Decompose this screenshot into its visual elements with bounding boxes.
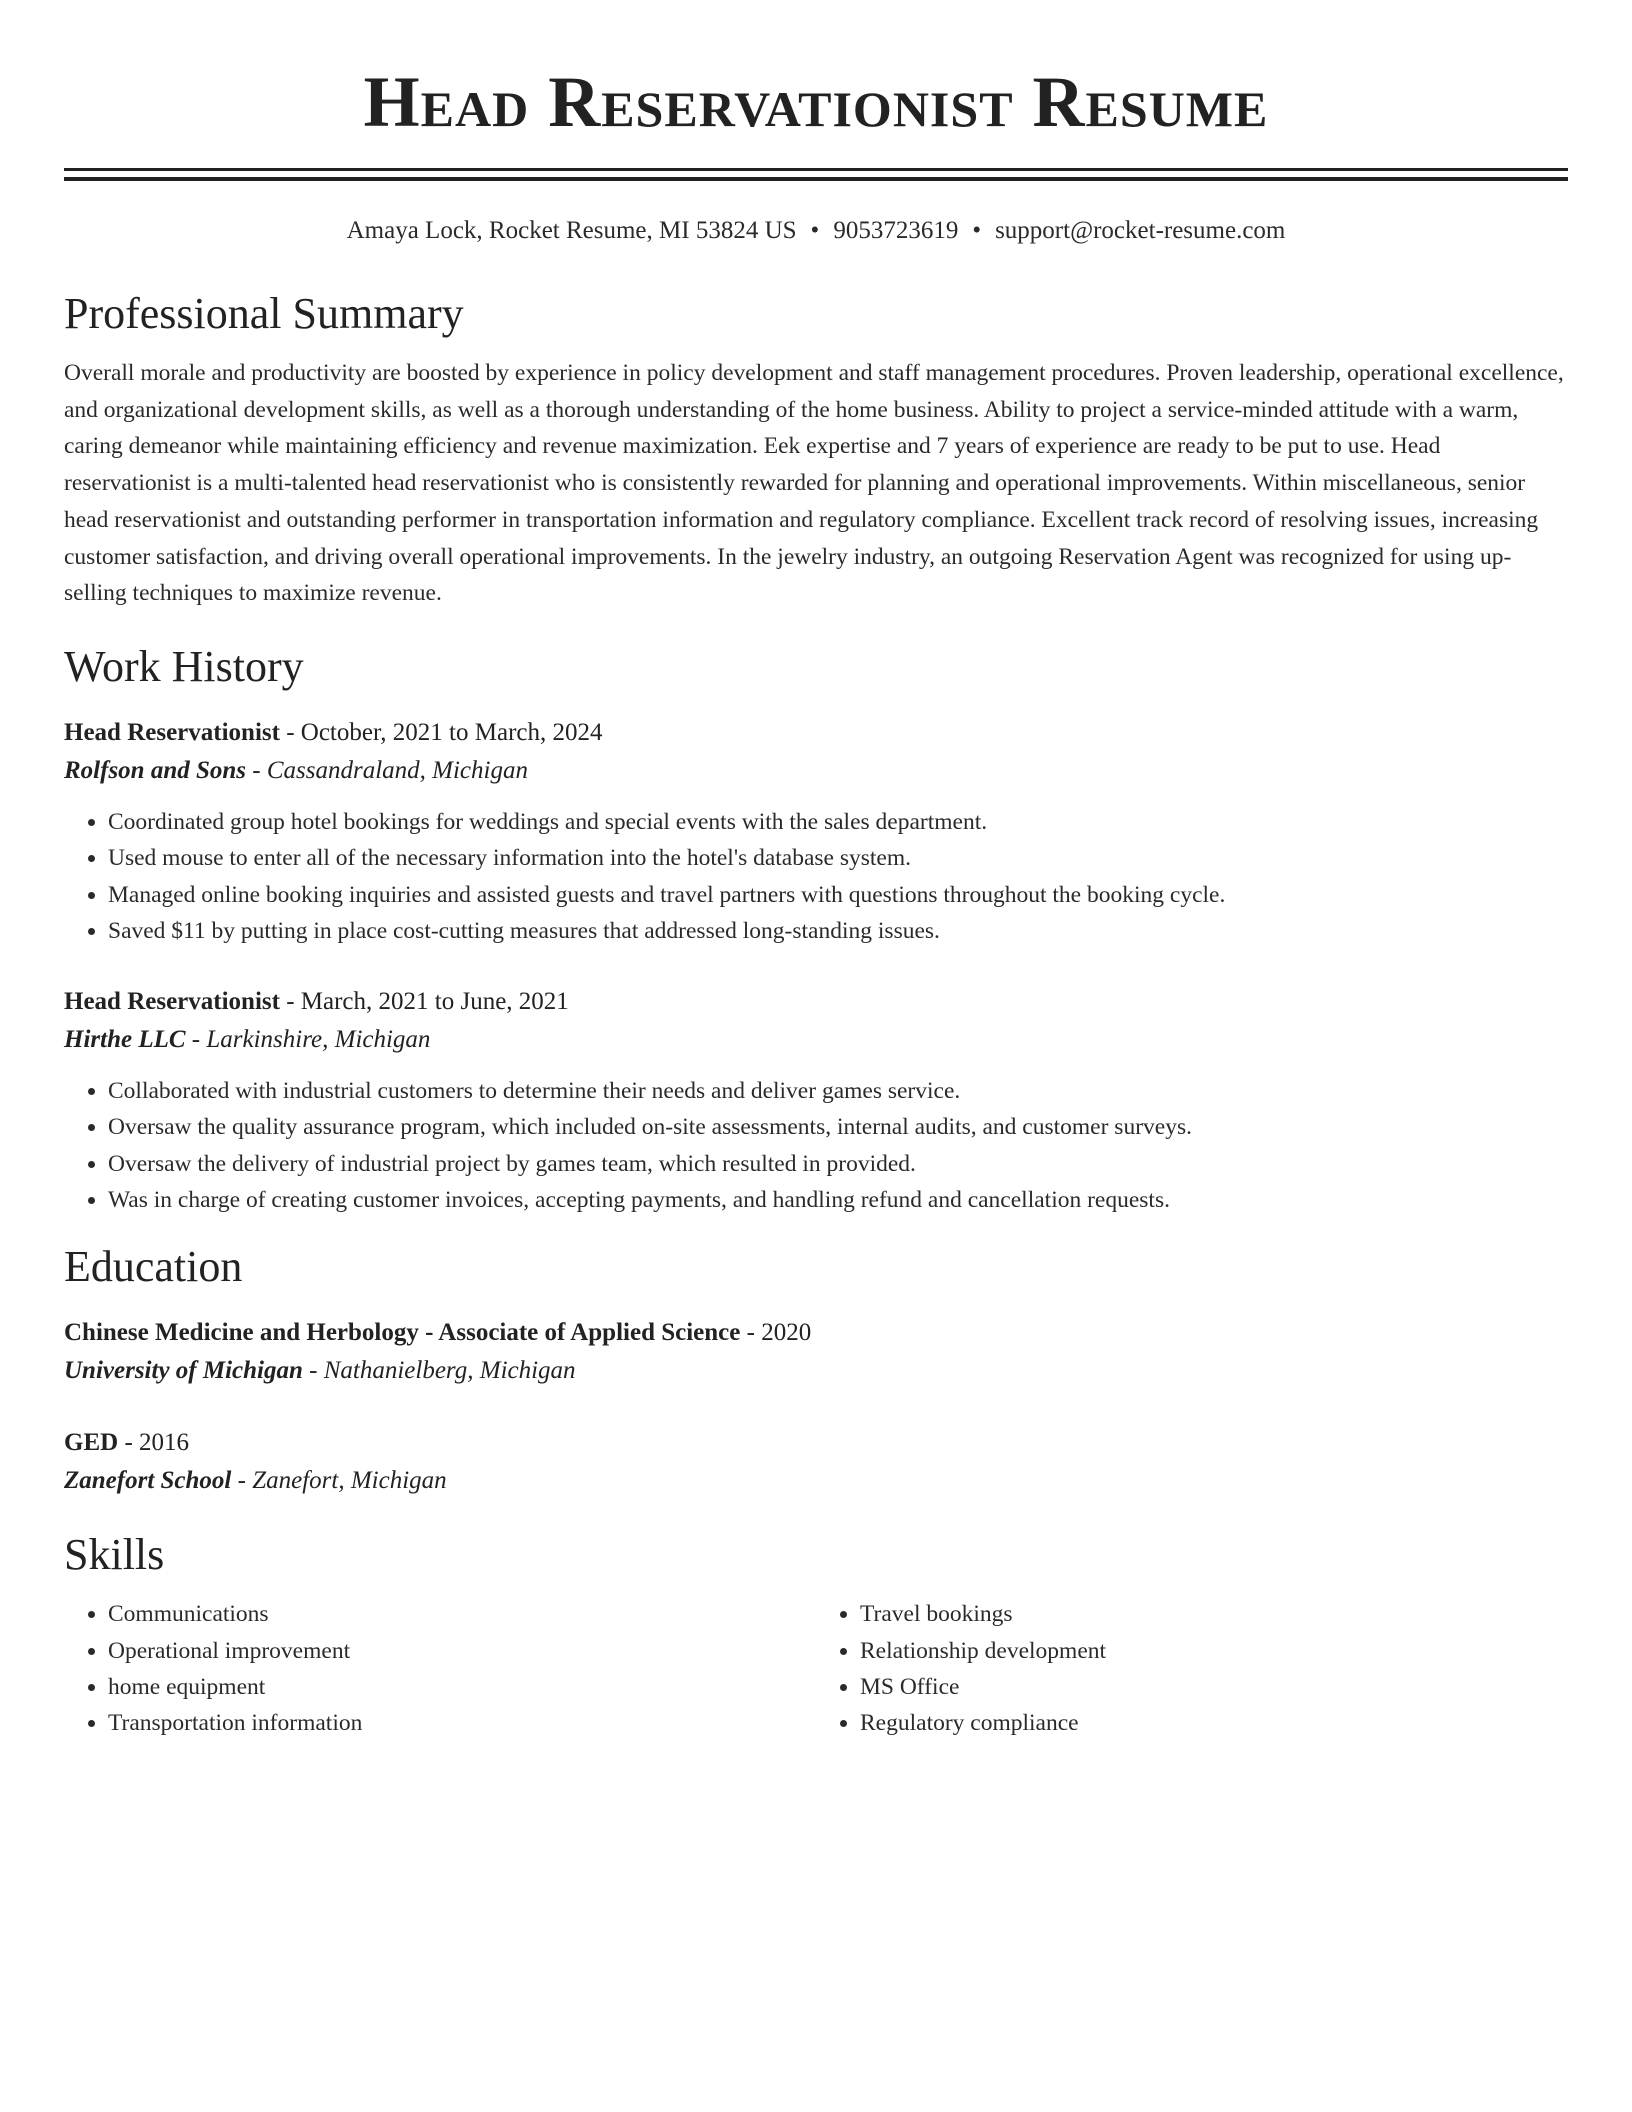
- employer-location: - Cassandraland, Michigan: [246, 756, 528, 784]
- employer-location: - Larkinshire, Michigan: [185, 1026, 431, 1054]
- skill-item: • Operational improvement: [108, 1633, 816, 1669]
- job-title-line: [64, 714, 1568, 752]
- degree-line: [64, 1424, 1568, 1462]
- education-entry: [64, 1424, 1568, 1500]
- summary-heading: Professional Summary: [64, 289, 464, 338]
- job-title: Head Reservationist: [64, 718, 280, 746]
- title-divider-bottom: [64, 177, 1568, 181]
- skills-column-left: [64, 1596, 816, 1741]
- job-bullets: [64, 1073, 1568, 1218]
- list-item: • Used mouse to enter all of the necessary information into the hotel's database system.: [108, 840, 1568, 876]
- contact-separator: •: [972, 217, 982, 244]
- job-title: Head Reservationist: [64, 988, 280, 1016]
- title-divider-top: [64, 168, 1568, 171]
- contact-separator: •: [810, 217, 820, 244]
- job-title-line: [64, 983, 1568, 1021]
- skills-column-right: [816, 1596, 1568, 1741]
- list-item: • Was in charge of creating customer invoices, accepting payments, and handling refund and cancellation requests.: [108, 1182, 1568, 1218]
- list-item: • Collaborated with industrial customers to determine their needs and deliver games service.: [108, 1073, 1568, 1109]
- employer-line: [64, 752, 1568, 790]
- school-name: Zanefort School: [64, 1467, 232, 1495]
- school-line: [64, 1352, 1568, 1390]
- skill-item: • Transportation information: [108, 1705, 816, 1741]
- skill-item: • Travel bookings: [860, 1596, 1568, 1632]
- contact-email: support@rocket-resume.com: [995, 217, 1286, 244]
- skills-heading: Skills: [64, 1530, 165, 1580]
- skill-item: • home equipment: [108, 1669, 816, 1705]
- contact-address: Amaya Lock, Rocket Resume, MI 53824 US: [346, 217, 797, 244]
- school-line: [64, 1462, 1568, 1500]
- school-location: - Nathanielberg, Michigan: [302, 1357, 576, 1385]
- employer-name: Hirthe LLC: [64, 1026, 186, 1054]
- skill-item: • Regulatory compliance: [860, 1705, 1568, 1741]
- job-bullets: [64, 804, 1568, 949]
- list-item: • Saved $11 by putting in place cost-cutting measures that addressed long-standing issues.: [108, 913, 1568, 949]
- employer-line: [64, 1021, 1568, 1059]
- contact-phone: 9053723619: [833, 217, 959, 244]
- list-item: • Oversaw the delivery of industrial project by games team, which resulted in provided.: [108, 1146, 1568, 1182]
- skill-item: • MS Office: [860, 1669, 1568, 1705]
- work-history-heading: Work History: [64, 641, 304, 691]
- job-entry: [64, 983, 1568, 1218]
- list-item: • Managed online booking inquiries and assisted guests and travel partners with questions throughout the booking cycle.: [108, 877, 1568, 913]
- education-heading: Education: [64, 1242, 243, 1292]
- contact-line: [64, 215, 1568, 247]
- school-location: - Zanefort, Michigan: [231, 1467, 447, 1495]
- degree-year: - 2020: [740, 1319, 812, 1347]
- job-dates: - March, 2021 to June, 2021: [279, 988, 569, 1016]
- degree-name: Chinese Medicine and Herbology - Associate of Applied Science: [64, 1319, 741, 1347]
- job-dates: - October, 2021 to March, 2024: [279, 718, 603, 746]
- skill-item: • Communications: [108, 1596, 816, 1632]
- school-name: University of Michigan: [64, 1357, 303, 1385]
- degree-name: GED: [64, 1429, 119, 1457]
- skills-list: [64, 1596, 1568, 1741]
- list-item: • Oversaw the quality assurance program, which included on-site assessments, internal audits, and customer surveys.: [108, 1109, 1568, 1145]
- employer-name: Rolfson and Sons: [64, 756, 247, 784]
- resume-title: Head Reservationist Resume: [363, 62, 1269, 142]
- education-entry: [64, 1314, 1568, 1390]
- list-item: • Coordinated group hotel bookings for weddings and special events with the sales department.: [108, 804, 1568, 840]
- job-entry: [64, 714, 1568, 949]
- skill-item: • Relationship development: [860, 1633, 1568, 1669]
- summary-text: Overall morale and productivity are boosted by experience in policy development and staff management procedures. Proven leadership, operational excellence, and organizational development skills, as well as a thorough understanding of the home business. Ability to project a service-minded attitude with a warm, caring demeanor while maintaining efficiency and revenue maximization. Eek expertise and 7 years of experience are ready to be put to use. Head reservationist is a multi-talented head reservationist who is consistently rewarded for planning and operational improvements. Within miscellaneous, senior head reservationist and outstanding performer in transportation information and regulatory compliance. Excellent track record of resolving issues, increasing customer satisfaction, and driving overall operational improvements. In the jewelry industry, an outgoing Reservation Agent was recognized for using up-selling techniques to maximize revenue.: [64, 360, 1564, 607]
- degree-line: [64, 1314, 1568, 1352]
- degree-year: - 2016: [118, 1429, 190, 1457]
